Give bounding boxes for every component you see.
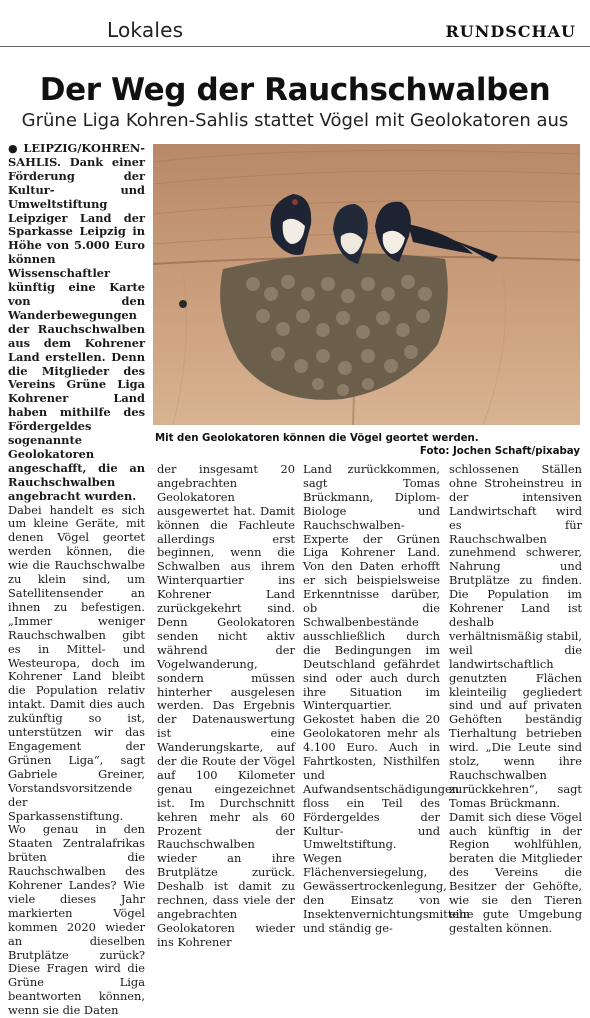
body-paragraph: Dabei handelt es sich um kleine Geräte, mit denen Vögel geortet werden können, die wie die Rauchschwalbe zu klein sind, um Satellitensender an ihnen zu befestigen. „Immer weniger Rauchschwalben gibt es in Mittel- und Westeuropa, doch im Kohrener Land bleibt die Population relativ intakt. Damit dies auch zukünftig so ist, unterstützen wir das Engagement der Grünen Liga“, sagt Gabriele Greiner, Vorstandsvorsitzende der Sparkassenstiftung. bbox=[8, 502, 145, 823]
header-rule bbox=[0, 46, 590, 47]
article-headline: Der Weg der Rauchschwalben bbox=[39, 72, 551, 108]
body-paragraph: Wegen Flächenversiegelung, Gewässertrockenlegung, den Einsatz von Insektenvernichtungsmitteln und ständig ge- bbox=[303, 851, 470, 935]
body-paragraph: Land zurückkommen, sagt Tomas Brückmann, Diplom-Biologe und Rauchschwalben-Experte der Grünen Liga Kohrener Land. Von den Daten erhofft er sich beispielsweise Erkenntnisse darüber, ob die Schwalbenbestände ausschließlich durch die Bedingungen im Deutschland gefährdet sind oder auch durch ihre Situation im Winterquartier. Gekostet haben die 20 Geolokatoren mehr als 4.100 Euro. Auch in Fahrtkosten, Nisthilfen und Aufwandsentschädigungen floss ein Teil des Fördergeldes der Kultur- und Umweltstiftung. bbox=[303, 462, 460, 852]
article-column-2 bbox=[157, 463, 295, 950]
body-paragraph: schlossenen Ställen ohne Stroheinstreu in der intensiven Landwirtschaft wird es für Rauchschwalben zunehmend schwerer, Nahrung und Brutplätze zu finden. Die Population im Kohrener Land ist deshalb verhältnismäßig stabil, weil die landwirtschaftlich genutzten Flächen kleinteilig gegliedert sind und auf privaten Gehöften beständig Tierhaltung betrieben wird. „Die Leute sind stolz, wenn ihre Rauchschwalben zurückkehren“, sagt Tomas Brückmann. bbox=[449, 462, 582, 810]
bullet-icon: ● bbox=[8, 142, 24, 155]
caption-text: Mit den Geolokatoren können die Vögel geortet werden. bbox=[155, 433, 479, 444]
body-paragraph: Wo genau in den Staaten Zentralafrikas brüten die Rauchschwalben des Kohrener Landes? Wie viele dieses Jahr markierten Vögel kommen 2020 wieder an dieselben Brutplätze zurück? Diese Fragen wird die Grüne Liga beantworten können, wenn sie die Daten bbox=[8, 822, 145, 1018]
article-column-4 bbox=[449, 463, 582, 936]
photo-caption bbox=[155, 432, 580, 458]
article-subheadline: Grüne Liga Kohren-Sahlis stattet Vögel mit Geolokatoren aus bbox=[21, 110, 569, 131]
article-column-3 bbox=[303, 462, 470, 936]
page-header bbox=[0, 0, 590, 48]
photo-credit: Foto: Jochen Schaft/pixabay bbox=[419, 446, 580, 457]
newspaper-name: RUNDSCHAU bbox=[445, 22, 576, 41]
lead-paragraph bbox=[8, 142, 145, 504]
section-label: Lokales bbox=[107, 18, 184, 42]
body-paragraph: der insgesamt 20 angebrachten Geolokatoren ausgewertet hat. Damit können die Fachleute allerdings erst beginnen, wenn die Schwalben aus ihrem Winterquartier ins Kohrener Land zurückgekehrt sind. Denn Geolokatoren senden nicht aktiv während der Vogelwanderung, sondern müssen hinterher ausgelesen werden. Das Ergebnis der Datenauswertung ist eine Wanderungskarte, auf der die Route der Vögel auf 100 Kilometer genau eingezeichnet ist. Im Durchschnitt kehren mehr als 60 Prozent der Rauchschwalben wieder an ihre Brutplätze zurück. Deshalb ist damit zu rechnen, dass viele der angebrachten Geolokatoren wieder ins Kohrener bbox=[157, 462, 295, 949]
article-column-1 bbox=[8, 142, 145, 1018]
body-paragraph: Damit sich diese Vögel auch künftig in der Region wohlfühlen, beraten die Mitglieder des Vereins die Besitzer der Gehöfte, wie sie den Tieren eine gute Umgebung gestalten können. bbox=[449, 809, 582, 935]
lead-text: LEIPZIG/KOHREN-SAHLIS. Dank einer Förderung der Kultur- und Umweltstiftung Leipziger Land der Sparkasse Leipzig in Höhe von 5.000 Euro können Wissenschaftler künftig eine Karte von den Wanderbewegungen der Rauchschwalben aus dem Kohrener Land erstellen. Denn die Mitglieder des Vereins Grüne Liga Kohrener Land haben mithilfe des Fördergeldes sogenannte Geolokatoren angeschafft, die an Rauchschwalben angebracht wurden. bbox=[8, 141, 145, 503]
photo-illustration bbox=[153, 144, 580, 425]
swallows-nest-photo bbox=[153, 144, 580, 425]
